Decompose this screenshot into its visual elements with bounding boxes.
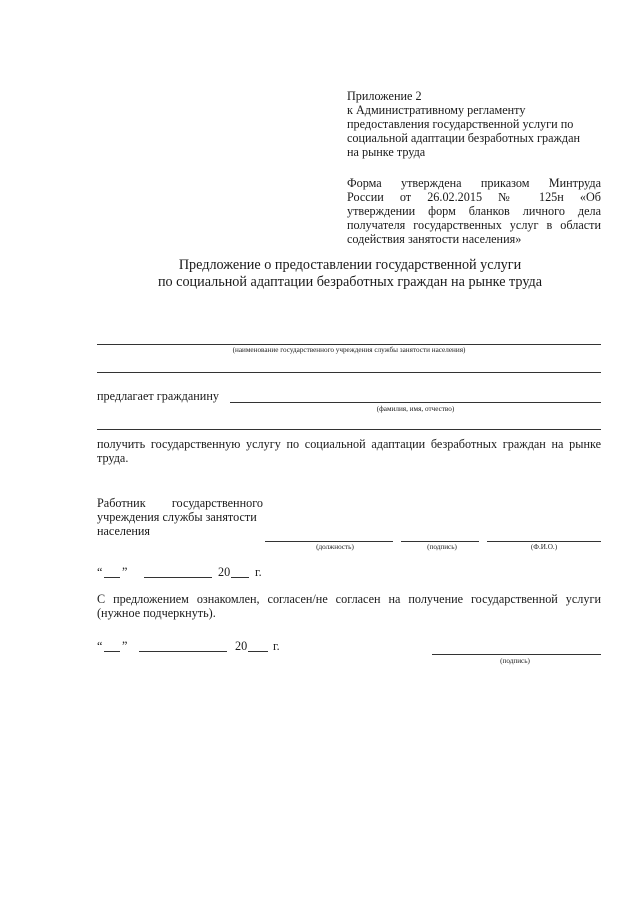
citizen-fio-line-2[interactable] — [97, 429, 601, 430]
institution-field-line[interactable] — [97, 344, 601, 345]
day-blank[interactable] — [104, 577, 120, 578]
year-prefix: 20 — [218, 565, 231, 579]
year-prefix: 20 — [235, 639, 248, 653]
acknowledge-line-2: (нужное подчеркнуть). — [97, 606, 216, 620]
title-line-1: Предложение о предоставлении государственной услуги — [178, 257, 522, 273]
form-line: содействия занятости населения» — [347, 232, 522, 246]
appendix-line: социальной адаптации безработных граждан — [347, 131, 581, 145]
appendix-line: к Административному регламенту — [347, 103, 526, 117]
worker-fio-line[interactable] — [487, 541, 601, 542]
institution-caption: (наименование государственного учреждения службы занятости населения) — [232, 346, 466, 354]
worker-label-line-2: учреждения службы занятости — [97, 510, 257, 524]
form-line: Форма утверждена приказом Минтруда — [347, 176, 601, 190]
year-suffix: г. — [273, 639, 280, 653]
caption-position: (должность) — [316, 543, 354, 551]
worker-position-line[interactable] — [265, 541, 393, 542]
year-blank[interactable] — [231, 577, 249, 578]
open-quote: “ — [97, 639, 103, 653]
receive-line-1: получить государственную услугу по социальной адаптации безработных граждан на рынке — [97, 437, 601, 451]
title-line-2: по социальной адаптации безработных граждан на рынке труда — [157, 274, 543, 290]
appendix-line: на рынке труда — [347, 145, 426, 159]
worker-signature-line[interactable] — [401, 541, 479, 542]
receive-line-2: труда. — [97, 451, 129, 465]
worker-label-line-1: Работник государственного — [97, 496, 263, 510]
year-blank[interactable] — [248, 651, 268, 652]
institution-field-line-2[interactable] — [97, 372, 601, 373]
offers-label: предлагает гражданину — [97, 389, 219, 403]
close-quote: ” — [122, 565, 128, 579]
date-2 — [97, 639, 297, 655]
appendix-title: Приложение 2 — [347, 89, 422, 103]
receive-service-text — [97, 437, 601, 465]
fio-caption: (фамилия, имя, отчество) — [376, 405, 455, 413]
open-quote: “ — [97, 565, 103, 579]
year-suffix: г. — [255, 565, 262, 579]
appendix-header — [347, 89, 597, 159]
month-blank[interactable] — [144, 577, 212, 578]
document-title — [100, 257, 600, 291]
caption-fio: (Ф.И.О.) — [530, 543, 558, 551]
acknowledge-line-1: С предложением ознакомлен, согласен/не согласен на получение государственной услуги — [97, 592, 601, 606]
caption-signature: (подпись) — [427, 543, 457, 551]
acknowledge-text — [97, 592, 601, 620]
date-1 — [97, 565, 297, 581]
final-signature-caption: (подпись) — [500, 657, 530, 665]
day-blank[interactable] — [104, 651, 120, 652]
form-line: России от 26.02.2015 № 125н «Об — [347, 190, 601, 204]
form-line: получателя государственных услуг в области — [347, 218, 601, 232]
form-approval-note — [347, 176, 601, 246]
month-blank[interactable] — [139, 651, 227, 652]
worker-label — [97, 496, 263, 538]
citizen-fio-line[interactable] — [230, 402, 601, 403]
form-line: утверждении форм бланков личного дела — [347, 204, 601, 218]
close-quote: ” — [122, 639, 128, 653]
worker-label-line-3: населения — [97, 524, 151, 538]
appendix-line: предоставления государственной услуги по — [347, 117, 574, 131]
citizen-signature-line[interactable] — [432, 654, 601, 655]
